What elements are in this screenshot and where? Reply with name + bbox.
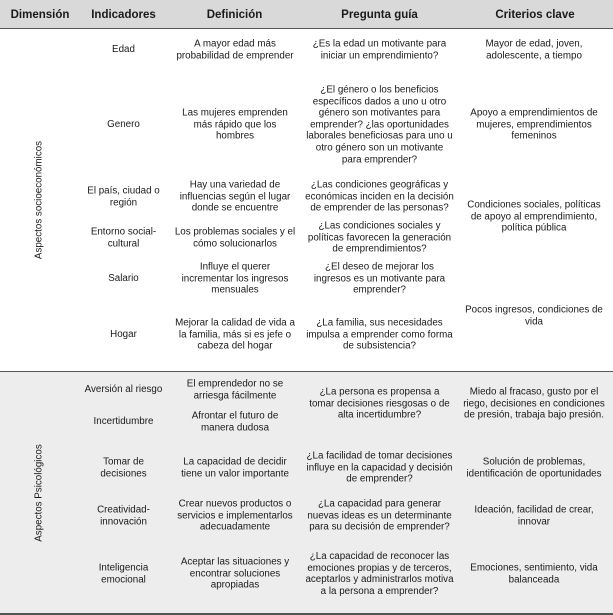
header-guide-question: Pregunta guía <box>341 9 418 21</box>
question-cell: ¿La familia, sus necesidades impulsa a emprender como forma de subsistencia? <box>306 317 453 352</box>
definition-cell: La capacidad de decidir tiene un valor importante <box>181 456 289 479</box>
definition-cell: Influye el querer incrementar los ingresos mensuales <box>181 261 289 296</box>
dimension-label-socioeconomic: Aspectos socioeconómicos <box>33 140 45 260</box>
question-cell: ¿El género o los beneficios específicos dados a uno u otro género son motivantes para emprender? ¿las oportunidades laborales beneficiosas para uno u otro género son un motivante para emprender? <box>306 84 453 165</box>
header-definition: Definición <box>206 9 263 21</box>
criteria-cell: Mayor de edad, joven, adolescente, a tiempo <box>485 38 583 61</box>
shared-criteria-cell: Miedo al fracaso, gusto por el riego, decisiones en condiciones de presión, trabaja bajo presión. <box>463 386 605 421</box>
header-indicators: Indicadores <box>91 9 156 21</box>
section-divider <box>0 371 613 372</box>
question-cell: ¿Las condiciones sociales y políticas favorecen la generación de emprendimientos? <box>307 220 452 255</box>
indicator-cell: Hogar <box>110 329 137 341</box>
indicator-cell: Entorno social-cultural <box>90 226 157 249</box>
indicator-cell: Creatividad-innovación <box>97 504 150 527</box>
definition-cell: El emprendedor no se arriesga fácilmente <box>186 378 284 401</box>
table-header <box>0 0 613 29</box>
definition-cell: Los problemas sociales y el cómo solucionarlos <box>174 226 296 249</box>
definition-cell: Aceptar las situaciones y encontrar soluciones apropiadas <box>180 556 290 591</box>
indicator-cell: Genero <box>107 119 140 131</box>
definition-cell: A mayor edad más probabilidad de emprender <box>176 38 294 61</box>
question-cell: ¿La facilidad de tomar decisiones influye en la capacidad y decisión de emprender? <box>306 450 453 485</box>
indicator-cell: El país, ciudad o región <box>87 185 160 208</box>
question-cell: ¿El deseo de mejorar los ingresos es un motivante para emprender? <box>313 261 446 296</box>
definition-cell: Las mujeres emprenden más rápido que los hombres <box>182 107 288 142</box>
question-cell: ¿La capacidad para generar nuevas ideas es un determinante para su decisión de emprender? <box>307 498 452 533</box>
question-cell: ¿Es la edad un motivante para iniciar un emprendimiento? <box>312 38 447 61</box>
shared-criteria-cell: Condiciones sociales, políticas de apoyo al emprendimiento, política pública <box>467 199 601 234</box>
criteria-cell: Emociones, sentimiento, vida balanceada <box>470 562 598 585</box>
criteria-cell: Ideación, facilidad de crear, innovar <box>474 504 594 527</box>
indicator-cell: Inteligencia emocional <box>98 562 149 585</box>
dimension-label-psychological: Aspectos Psicológicos <box>33 444 45 542</box>
definition-cell: Afrontar el futuro de manera dudosa <box>191 410 279 433</box>
definition-cell: Hay una variedad de influencias según el lugar donde se encuentre <box>179 179 291 214</box>
criteria-cell: Solución de problemas, identificación de oportunidades <box>466 456 602 479</box>
indicator-cell: Salario <box>108 273 139 285</box>
indicator-cell: Tomar de decisiones <box>100 456 147 479</box>
header-key-criteria: Criterios clave <box>495 9 575 21</box>
question-cell: ¿La capacidad de reconocer las emociones propias y de terceros, aceptarlos y administrarlos motiva a la persona a emprender? <box>305 550 454 597</box>
indicator-cell: Aversión al riesgo <box>84 384 163 396</box>
definition-cell: Mejorar la calidad de vida a la familia, más si es jefe o cabeza del hogar <box>175 317 295 352</box>
criteria-cell: Apoyo a emprendimientos de mujeres, emprendimientos femeninos <box>470 107 598 142</box>
header-dimension: Dimensión <box>10 9 70 21</box>
shared-criteria-cell: Pocos ingresos, condiciones de vida <box>465 304 603 327</box>
shared-question-cell: ¿La persona es propensa a tomar decisiones riesgosas o de alta incertidumbre? <box>309 386 450 421</box>
indicator-cell: Edad <box>112 44 135 56</box>
question-cell: ¿Las condiciones geográficas y económicas inciden en la decisión de emprender de las personas? <box>305 179 454 214</box>
indicator-cell: Incertidumbre <box>93 416 154 428</box>
definition-cell: Crear nuevos productos o servicios e implementarlos adecuadamente <box>177 498 293 533</box>
